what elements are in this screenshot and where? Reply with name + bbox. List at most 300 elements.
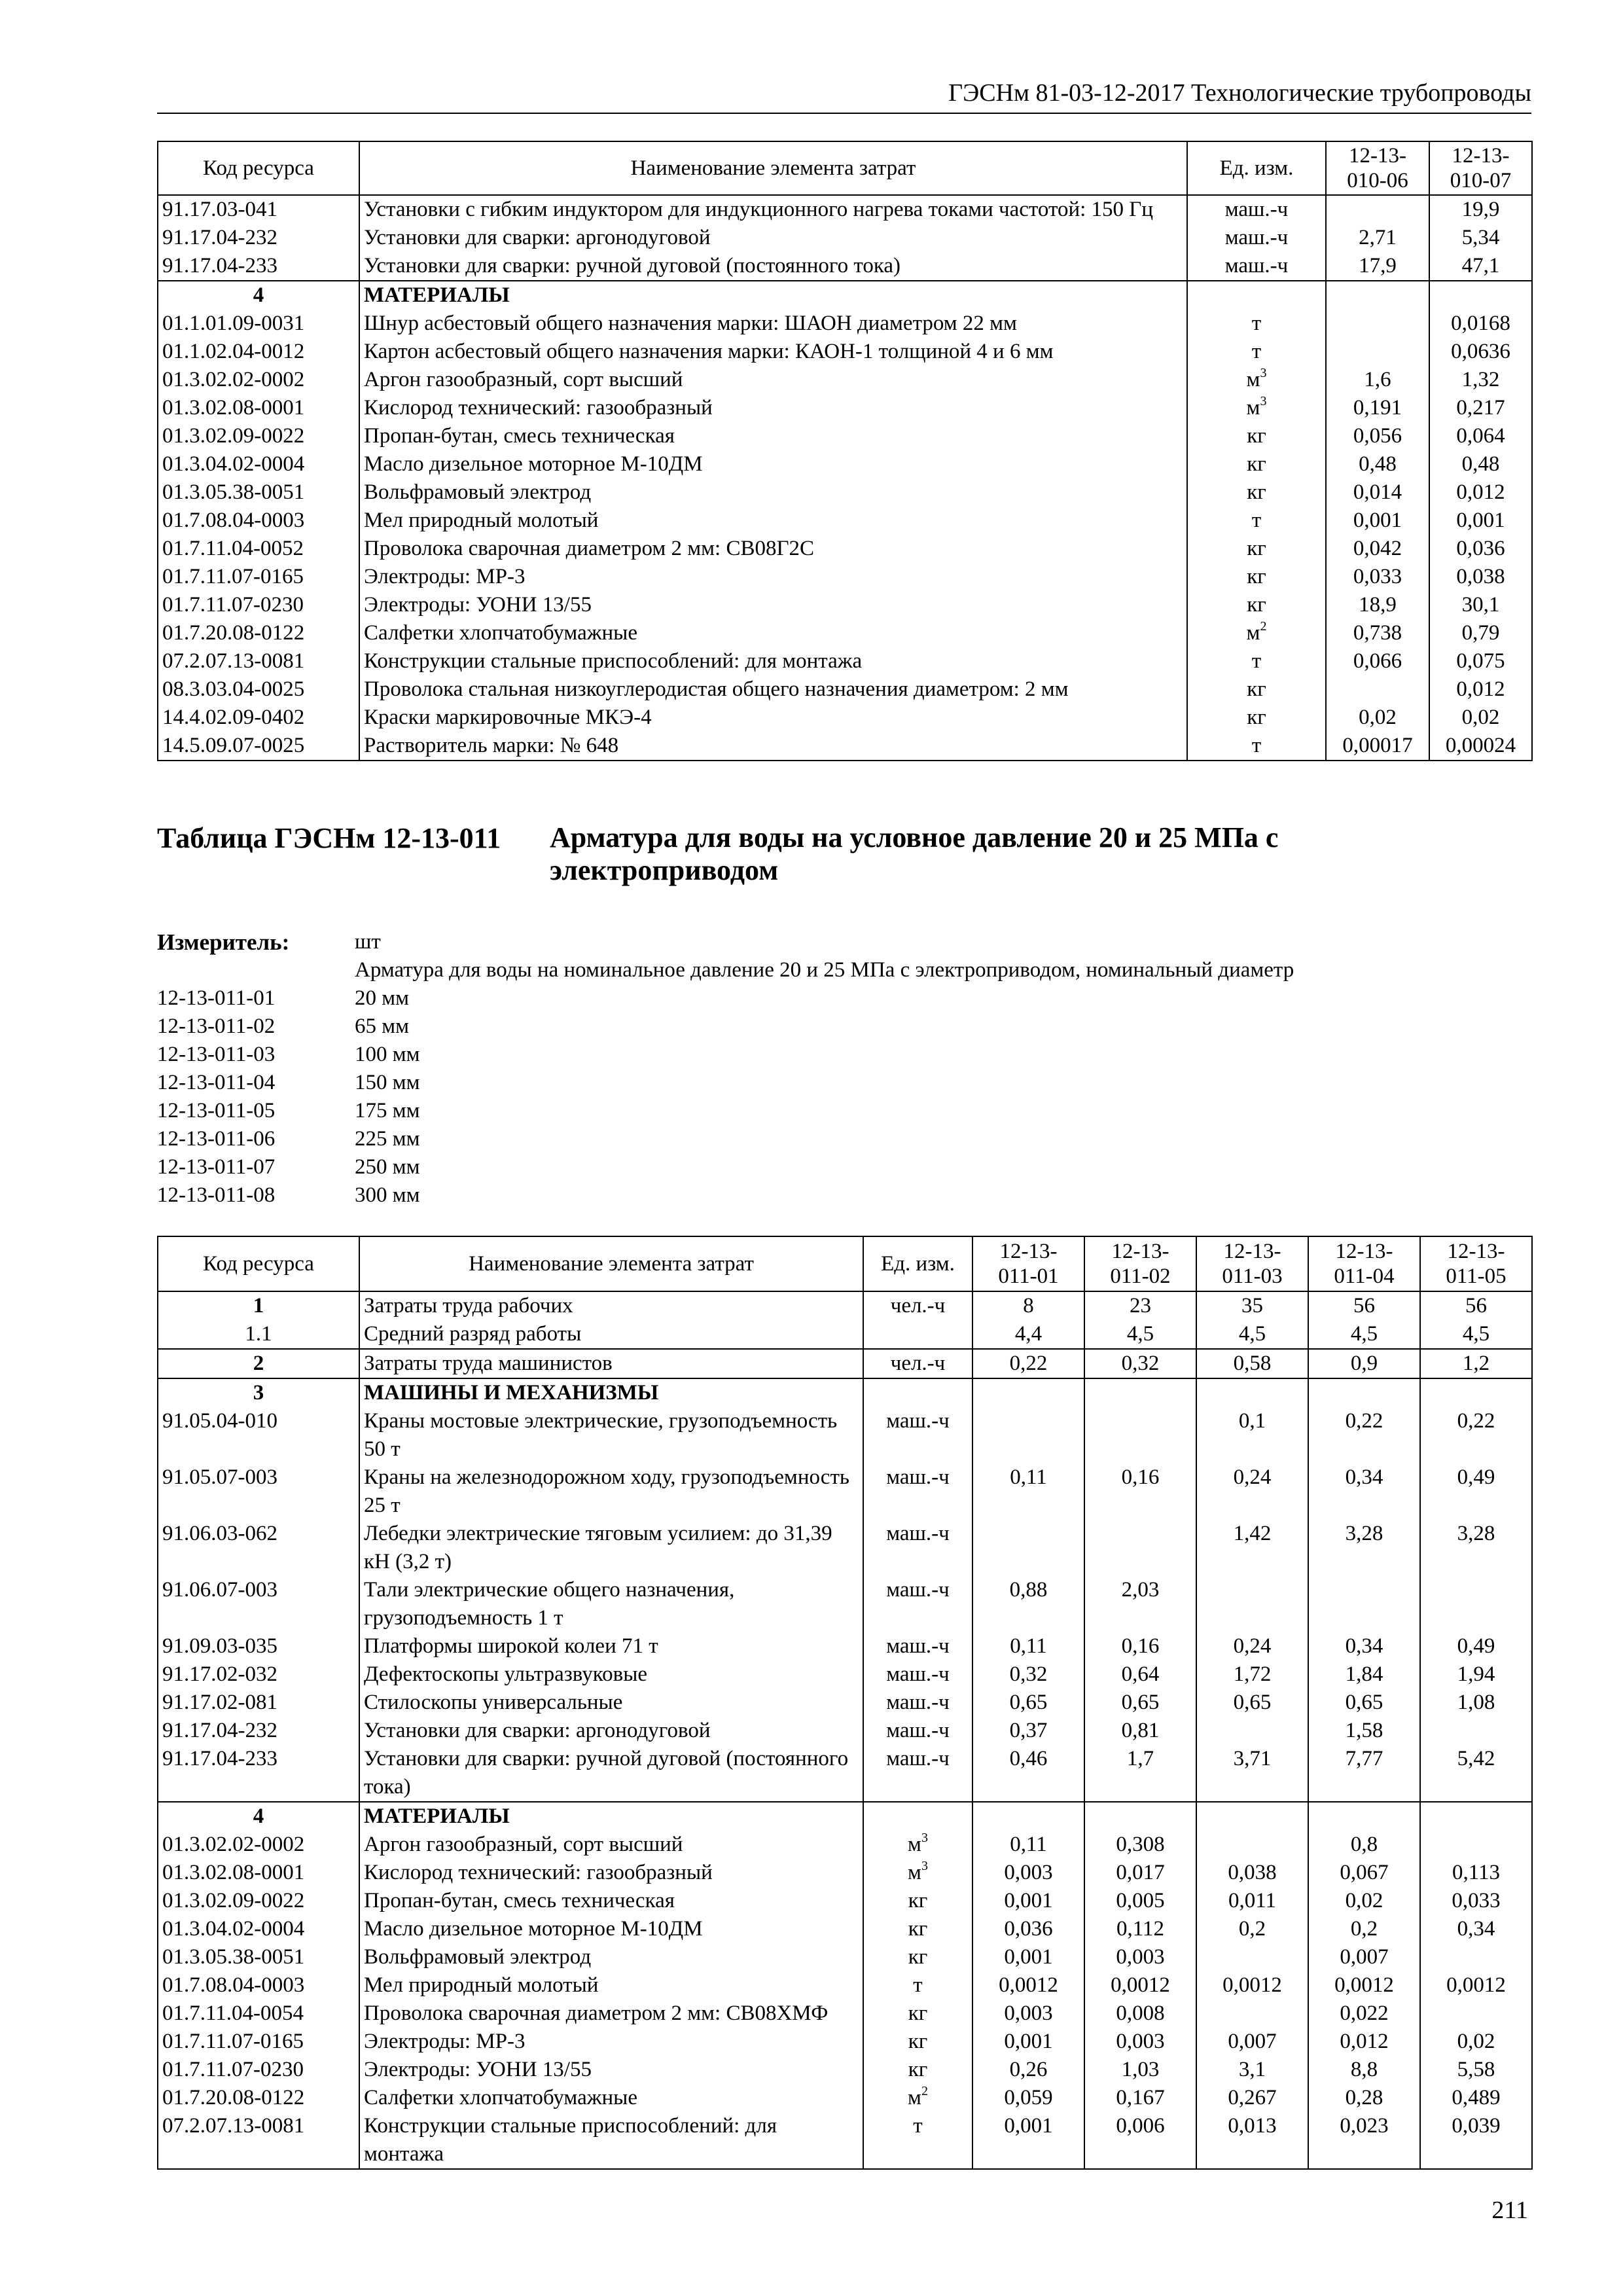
resource-name: Пропан-бутан, смесь техническая (359, 1887, 863, 1915)
value-cell: 0,003 (1084, 1943, 1196, 1971)
unit-cell (863, 1378, 972, 1407)
resource-code: 01.7.11.04-0054 (158, 2000, 359, 2028)
unit-cell: кг (1187, 675, 1326, 704)
table-title: Арматура для воды на условное давление 20 и 25 МПа с электроприводом (550, 821, 1279, 886)
value-cell: 0,65 (1308, 1689, 1420, 1717)
resource-name: Затраты труда машинистов (359, 1349, 863, 1378)
value-cell: 0,48 (1429, 450, 1532, 478)
value-cell: 0,58 (1196, 1349, 1308, 1378)
unit-superscript: 3 (1260, 366, 1267, 380)
value-cell: 0,167 (1084, 2084, 1196, 2112)
value-cell: 1,7 (1084, 1745, 1196, 1802)
value-cell: 0,88 (972, 1576, 1084, 1632)
column-header-6: 12-13- 011-04 (1308, 1236, 1420, 1291)
header-row (158, 141, 1532, 195)
table-row (158, 310, 1532, 338)
resource-code: 91.09.03-035 (158, 1632, 359, 1660)
value-cell: 0,02 (1308, 1887, 1420, 1915)
value-cell: 3,28 (1308, 1520, 1420, 1576)
value-cell: 0,46 (972, 1745, 1084, 1802)
table-row (158, 1660, 1532, 1689)
resource-name: МАТЕРИАЛЫ (359, 281, 1187, 310)
unit-cell: кг (863, 2000, 972, 2028)
value-cell: 17,9 (1326, 252, 1429, 281)
value-cell: 0,064 (1429, 422, 1532, 450)
table-row (158, 1802, 1532, 1831)
value-cell: 4,5 (1420, 1320, 1532, 1349)
value-cell: 0,001 (972, 2028, 1084, 2056)
resource-name: Салфетки хлопчатобумажные (359, 619, 1187, 647)
resource-code: 01.7.11.07-0165 (158, 2028, 359, 2056)
value-cell: 0,34 (1420, 1915, 1532, 1943)
value-cell (1196, 1717, 1308, 1745)
value-cell: 0,012 (1308, 2028, 1420, 2056)
unit-cell: маш.-ч (863, 1632, 972, 1660)
meter-item-code: 12-13-011-04 (157, 1071, 276, 1094)
value-cell (1084, 1378, 1196, 1407)
resource-name: Аргон газообразный, сорт высший (359, 1831, 863, 1859)
unit-cell: кг (1187, 478, 1326, 507)
unit-cell: маш.-ч (1187, 195, 1326, 224)
value-cell: 0,267 (1196, 2084, 1308, 2112)
resource-name: Мел природный молотый (359, 1971, 863, 2000)
value-cell: 0,001 (972, 2112, 1084, 2169)
value-cell: 0,65 (1084, 1689, 1196, 1717)
resource-name: Платформы широкой колеи 71 т (359, 1632, 863, 1660)
resource-name: Вольфрамовый электрод (359, 478, 1187, 507)
column-header-2: Ед. изм. (1187, 141, 1326, 195)
value-cell: 0,023 (1308, 2112, 1420, 2169)
value-cell (1196, 2000, 1308, 2028)
unit-cell: кг (863, 1943, 972, 1971)
value-cell: 0,02 (1326, 704, 1429, 732)
value-cell (1326, 281, 1429, 310)
resource-code: 07.2.07.13-0081 (158, 2112, 359, 2169)
resource-name: Проволока сварочная диаметром 2 мм: СВ08ХМФ (359, 2000, 863, 2028)
value-cell: 0,011 (1196, 1887, 1308, 1915)
value-cell: 30,1 (1429, 591, 1532, 619)
value-cell: 0,22 (1308, 1407, 1420, 1463)
unit-cell: кг (863, 1915, 972, 1943)
resource-name: Установки для сварки: аргонодуговой (359, 224, 1187, 252)
value-cell: 0,11 (972, 1831, 1084, 1859)
table-row (158, 366, 1532, 394)
column-header-3: 12-13- 011-01 (972, 1236, 1084, 1291)
value-cell (972, 1520, 1084, 1576)
resource-name: Краны на железнодорожном ходу, грузоподъемность 25 т (359, 1463, 863, 1520)
resource-name: Дефектоскопы ультразвуковые (359, 1660, 863, 1689)
value-cell: 0,16 (1084, 1632, 1196, 1660)
table-row (158, 647, 1532, 675)
value-cell: 5,34 (1429, 224, 1532, 252)
value-cell: 0,32 (972, 1660, 1084, 1689)
unit-cell: кг (863, 1887, 972, 1915)
resource-name: МАТЕРИАЛЫ (359, 1802, 863, 1831)
table-row (158, 1689, 1532, 1717)
resource-code: 01.3.02.09-0022 (158, 1887, 359, 1915)
value-cell: 0,0012 (1084, 1971, 1196, 2000)
value-cell: 0,81 (1084, 1717, 1196, 1745)
value-cell: 4,5 (1308, 1320, 1420, 1349)
value-cell: 18,9 (1326, 591, 1429, 619)
running-header-title: ГЭСНм 81-03-12-2017 Технологические трубопроводы (948, 79, 1531, 107)
value-cell (972, 1378, 1084, 1407)
table-row (158, 704, 1532, 732)
unit-cell: маш.-ч (863, 1463, 972, 1520)
resource-code: 91.06.03-062 (158, 1520, 359, 1576)
value-cell (1429, 281, 1532, 310)
value-cell: 1,72 (1196, 1660, 1308, 1689)
value-cell (1196, 1378, 1308, 1407)
value-cell: 0,217 (1429, 394, 1532, 422)
resource-name: Установки для сварки: аргонодуговой (359, 1717, 863, 1745)
value-cell: 0,28 (1308, 2084, 1420, 2112)
value-cell: 0,007 (1308, 1943, 1420, 1971)
resource-name: Электроды: МР-3 (359, 563, 1187, 591)
unit-cell: $м^3$ (1187, 366, 1326, 394)
table-row (158, 1971, 1532, 2000)
unit-cell: $м^3$ (1187, 394, 1326, 422)
value-cell: 0,489 (1420, 2084, 1532, 2112)
unit-cell: маш.-ч (863, 1689, 972, 1717)
running-header (157, 73, 1531, 114)
meter-item-code: 12-13-011-03 (157, 1043, 276, 1066)
value-cell (1196, 1831, 1308, 1859)
value-cell (1326, 338, 1429, 366)
table-row (158, 1576, 1532, 1632)
column-header-7: 12-13- 011-05 (1420, 1236, 1532, 1291)
value-cell: 0,033 (1326, 563, 1429, 591)
resource-name: Установки для сварки: ручной дуговой (постоянного тока) (359, 1745, 863, 1802)
value-cell: 0,006 (1084, 2112, 1196, 2169)
resource-name: Лебедки электрические тяговым усилием: до 31,39 кН (3,2 т) (359, 1520, 863, 1576)
value-cell: 0,036 (1429, 535, 1532, 563)
resource-name: Установки для сварки: ручной дуговой (постоянного тока) (359, 252, 1187, 281)
value-cell: 0,34 (1308, 1632, 1420, 1660)
table-row (158, 1320, 1532, 1349)
value-cell: 0,191 (1326, 394, 1429, 422)
value-cell (1196, 1802, 1308, 1831)
value-cell: 56 (1308, 1291, 1420, 1320)
table-row (158, 224, 1532, 252)
value-cell: 0,036 (972, 1915, 1084, 1943)
unit-cell: $м^3$ (863, 1831, 972, 1859)
value-cell: 4,5 (1196, 1320, 1308, 1349)
unit-superscript: 3 (921, 1831, 928, 1845)
resource-code: 01.7.20.08-0122 (158, 619, 359, 647)
resource-name: Растворитель марки: № 648 (359, 732, 1187, 761)
value-cell: 56 (1420, 1291, 1532, 1320)
unit-cell: маш.-ч (863, 1717, 972, 1745)
unit-cell: т (1187, 507, 1326, 535)
resource-code: 14.5.09.07-0025 (158, 732, 359, 761)
resource-name: Мел природный молотый (359, 507, 1187, 535)
resource-code: 01.3.05.38-0051 (158, 1943, 359, 1971)
value-cell: 0,0636 (1429, 338, 1532, 366)
column-header-4: 12-13- 011-02 (1084, 1236, 1196, 1291)
value-cell: 0,112 (1084, 1915, 1196, 1943)
value-cell: 0,2 (1308, 1915, 1420, 1943)
meter-item-value: 100 мм (355, 1043, 420, 1066)
resource-name: Проволока стальная низкоуглеродистая общего назначения диаметром: 2 мм (359, 675, 1187, 704)
value-cell: 0,8 (1308, 1831, 1420, 1859)
value-cell (1308, 1576, 1420, 1632)
unit-cell: кг (1187, 704, 1326, 732)
resource-name: Затраты труда рабочих (359, 1291, 863, 1320)
resource-code: 01.7.11.07-0230 (158, 591, 359, 619)
resource-name: Конструкции стальные приспособлений: для монтажа (359, 2112, 863, 2169)
resource-code: 01.7.11.07-0230 (158, 2056, 359, 2084)
unit-cell: маш.-ч (863, 1407, 972, 1463)
table-body (158, 195, 1532, 761)
value-cell (1420, 2000, 1532, 2028)
table-row (158, 507, 1532, 535)
unit-cell: кг (863, 2056, 972, 2084)
resource-code: 07.2.07.13-0081 (158, 647, 359, 675)
table-row (158, 1632, 1532, 1660)
value-cell: 0,042 (1326, 535, 1429, 563)
column-header-0: Код ресурса (158, 1236, 359, 1291)
value-cell: 0,00017 (1326, 732, 1429, 761)
value-cell: 0,22 (1420, 1407, 1532, 1463)
resource-code: 01.3.02.08-0001 (158, 1859, 359, 1887)
table-row (158, 450, 1532, 478)
value-cell: 0,022 (1308, 2000, 1420, 2028)
value-cell: 0,001 (972, 1943, 1084, 1971)
unit-cell (863, 1802, 972, 1831)
resource-code: 91.17.04-232 (158, 224, 359, 252)
resource-code: 4 (158, 281, 359, 310)
resource-code: 01.1.02.04-0012 (158, 338, 359, 366)
table-row (158, 1745, 1532, 1802)
value-cell (1420, 1576, 1532, 1632)
value-cell: 0,007 (1196, 2028, 1308, 2056)
value-cell: 1,32 (1429, 366, 1532, 394)
column-header-4: 12-13- 010-07 (1429, 141, 1532, 195)
resource-code: 01.3.04.02-0004 (158, 450, 359, 478)
meter-item-code: 12-13-011-07 (157, 1155, 276, 1179)
value-cell: 0,24 (1196, 1463, 1308, 1520)
column-header-2: Ед. изм. (863, 1236, 972, 1291)
resource-code: 91.17.04-233 (158, 252, 359, 281)
value-cell (1420, 1717, 1532, 1745)
resource-code: 91.06.07-003 (158, 1576, 359, 1632)
resource-code: 91.17.02-081 (158, 1689, 359, 1717)
table-row (158, 1717, 1532, 1745)
unit-superscript: 3 (1260, 394, 1267, 408)
value-cell: 23 (1084, 1291, 1196, 1320)
value-cell (1420, 1802, 1532, 1831)
value-cell (1084, 1802, 1196, 1831)
resource-code: 91.17.03-041 (158, 195, 359, 224)
resource-code: 91.05.07-003 (158, 1463, 359, 1520)
table-row (158, 195, 1532, 224)
resource-name: Электроды: УОНИ 13/55 (359, 2056, 863, 2084)
unit-cell: т (1187, 732, 1326, 761)
resource-name: Шнур асбестовый общего назначения марки: ШАОН диаметром 22 мм (359, 310, 1187, 338)
unit-cell: т (1187, 338, 1326, 366)
value-cell: 0,11 (972, 1463, 1084, 1520)
table-number: Таблица ГЭСНм 12-13-011 (157, 822, 501, 854)
value-cell: 0,056 (1326, 422, 1429, 450)
value-cell: 0,075 (1429, 647, 1532, 675)
resource-code: 3 (158, 1378, 359, 1407)
value-cell: 0,0012 (1420, 1971, 1532, 2000)
table-row (158, 535, 1532, 563)
table-row (158, 2028, 1532, 2056)
unit-cell: $м^2$ (1187, 619, 1326, 647)
value-cell (1084, 1520, 1196, 1576)
resource-code: 91.05.04-010 (158, 1407, 359, 1463)
value-cell: 0,0012 (1196, 1971, 1308, 2000)
column-header-3: 12-13- 010-06 (1326, 141, 1429, 195)
unit-cell: т (1187, 647, 1326, 675)
value-cell: 0,039 (1420, 2112, 1532, 2169)
table-row (158, 1291, 1532, 1320)
meter-item-code: 12-13-011-02 (157, 1014, 276, 1038)
value-cell: 0,012 (1429, 478, 1532, 507)
value-cell: 47,1 (1429, 252, 1532, 281)
value-cell: 0,067 (1308, 1859, 1420, 1887)
resource-name: Картон асбестовый общего назначения марки: КАОН-1 толщиной 4 и 6 мм (359, 338, 1187, 366)
value-cell: 0,48 (1326, 450, 1429, 478)
resource-name: Тали электрические общего назначения, грузоподъемность 1 т (359, 1576, 863, 1632)
resource-code: 08.3.03.04-0025 (158, 675, 359, 704)
unit-cell: маш.-ч (863, 1660, 972, 1689)
value-cell (1326, 310, 1429, 338)
value-cell: 1,08 (1420, 1689, 1532, 1717)
value-cell (1196, 1943, 1308, 1971)
resource-code: 01.7.08.04-0003 (158, 1971, 359, 2000)
resource-code: 01.7.20.08-0122 (158, 2084, 359, 2112)
resource-name: Стилоскопы универсальные (359, 1689, 863, 1717)
resource-name: Конструкции стальные приспособлений: для монтажа (359, 647, 1187, 675)
unit-superscript: 2 (1260, 619, 1267, 634)
unit-cell: кг (1187, 591, 1326, 619)
value-cell: 0,005 (1084, 1887, 1196, 1915)
meter-item-code: 12-13-011-05 (157, 1099, 276, 1122)
value-cell: 0,738 (1326, 619, 1429, 647)
value-cell: 0,003 (972, 1859, 1084, 1887)
unit-cell: чел.-ч (863, 1291, 972, 1320)
value-cell: 5,58 (1420, 2056, 1532, 2084)
value-cell: 8,8 (1308, 2056, 1420, 2084)
value-cell: 3,71 (1196, 1745, 1308, 1802)
column-header-0: Код ресурса (158, 141, 359, 195)
value-cell (1308, 1378, 1420, 1407)
value-cell: 0,49 (1420, 1463, 1532, 1520)
table-row (158, 1831, 1532, 1859)
table-row (158, 1943, 1532, 1971)
meter-unit: шт (355, 930, 381, 954)
table-row (158, 2000, 1532, 2028)
unit-cell (863, 1320, 972, 1349)
value-cell: 0,038 (1196, 1859, 1308, 1887)
resource-name: Установки с гибким индуктором для индукционного нагрева токами частотой: 150 Гц (359, 195, 1187, 224)
value-cell: 1,2 (1420, 1349, 1532, 1378)
value-cell: 0,001 (1429, 507, 1532, 535)
value-cell (972, 1802, 1084, 1831)
resource-name: Вольфрамовый электрод (359, 1943, 863, 1971)
resource-name: Краски маркировочные МКЭ-4 (359, 704, 1187, 732)
value-cell: 3,1 (1196, 2056, 1308, 2084)
value-cell: 1,6 (1326, 366, 1429, 394)
resource-code: 2 (158, 1349, 359, 1378)
value-cell: 0,012 (1429, 675, 1532, 704)
resource-code: 91.17.04-232 (158, 1717, 359, 1745)
table-row (158, 1520, 1532, 1576)
meter-item-value: 20 мм (355, 986, 410, 1010)
value-cell: 0,066 (1326, 647, 1429, 675)
resource-code: 14.4.02.09-0402 (158, 704, 359, 732)
meter-item-value: 175 мм (355, 1099, 420, 1122)
resource-code: 01.3.04.02-0004 (158, 1915, 359, 1943)
value-cell: 0,65 (1196, 1689, 1308, 1717)
meter-item-code: 12-13-011-06 (157, 1127, 276, 1151)
table-row (158, 1915, 1532, 1943)
unit-cell: $м^2$ (863, 2084, 972, 2112)
value-cell (1308, 1802, 1420, 1831)
resource-name: Проволока сварочная диаметром 2 мм: СВ08Г2С (359, 535, 1187, 563)
value-cell: 0,001 (1326, 507, 1429, 535)
resource-table-011 (157, 1236, 1533, 2170)
resource-code: 01.7.11.07-0165 (158, 563, 359, 591)
value-cell: 1,03 (1084, 2056, 1196, 2084)
value-cell (1084, 1407, 1196, 1463)
unit-cell: кг (1187, 535, 1326, 563)
value-cell: 1,42 (1196, 1520, 1308, 1576)
value-cell: 0,34 (1308, 1463, 1420, 1520)
table-row (158, 422, 1532, 450)
column-header-1: Наименование элемента затрат (359, 1236, 863, 1291)
unit-cell: т (863, 1971, 972, 2000)
value-cell (1326, 195, 1429, 224)
value-cell: 1,84 (1308, 1660, 1420, 1689)
resource-name: МАШИНЫ И МЕХАНИЗМЫ (359, 1378, 863, 1407)
value-cell: 0,26 (972, 2056, 1084, 2084)
unit-cell: т (1187, 310, 1326, 338)
value-cell: 7,77 (1308, 1745, 1420, 1802)
table-row (158, 1407, 1532, 1463)
meter-item-value: 225 мм (355, 1127, 420, 1151)
value-cell: 0,1 (1196, 1407, 1308, 1463)
table-row (158, 281, 1532, 310)
table-row (158, 478, 1532, 507)
table-row (158, 394, 1532, 422)
resource-name: Масло дизельное моторное М-10ДМ (359, 1915, 863, 1943)
value-cell: 0,22 (972, 1349, 1084, 1378)
resource-name: Пропан-бутан, смесь техническая (359, 422, 1187, 450)
resource-name: Электроды: УОНИ 13/55 (359, 591, 1187, 619)
table-row (158, 2056, 1532, 2084)
unit-cell: маш.-ч (1187, 224, 1326, 252)
value-cell: 0,001 (972, 1887, 1084, 1915)
value-cell: 0,003 (1084, 2028, 1196, 2056)
unit-cell: маш.-ч (863, 1576, 972, 1632)
resource-code: 01.1.01.09-0031 (158, 310, 359, 338)
value-cell: 0,003 (972, 2000, 1084, 2028)
column-header-5: 12-13- 011-03 (1196, 1236, 1308, 1291)
resource-code: 01.3.05.38-0051 (158, 478, 359, 507)
value-cell: 8 (972, 1291, 1084, 1320)
table-row (158, 2112, 1532, 2169)
value-cell: 5,42 (1420, 1745, 1532, 1802)
value-cell: 0,0168 (1429, 310, 1532, 338)
meter-item-value: 300 мм (355, 1183, 420, 1207)
resource-code: 01.7.08.04-0003 (158, 507, 359, 535)
table-row (158, 1349, 1532, 1378)
value-cell: 0,16 (1084, 1463, 1196, 1520)
